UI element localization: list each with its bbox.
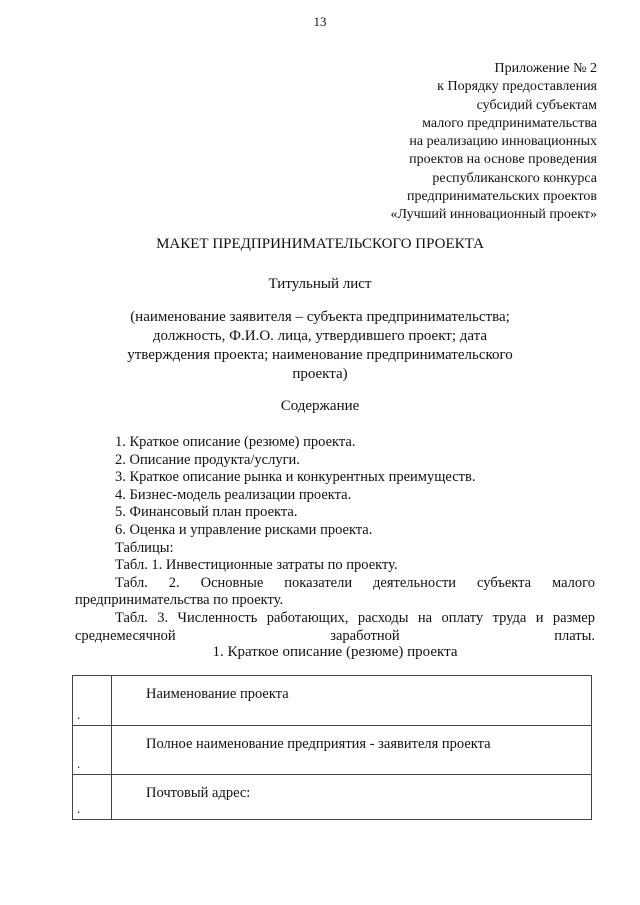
contents-item: 1. Краткое описание (резюме) проекта. — [115, 434, 356, 450]
contents-item: 3. Краткое описание рынка и конкурентных преимуществ. — [115, 469, 476, 486]
title-sheet-instruction — [0, 308, 640, 384]
appendix-line: малого предпринимательства — [422, 115, 597, 131]
row-label-cell: Почтовый адрес: — [112, 775, 592, 820]
appendix-line: к Порядку предоставления — [437, 79, 597, 95]
instruction-line: утверждения проекта; наименование предпринимательского — [127, 347, 513, 363]
instruction-line: (наименование заявителя – субъекта предпринимательства; — [130, 309, 510, 325]
appendix-line: субсидий субъектам — [476, 97, 597, 113]
table-row — [73, 726, 592, 775]
contents-item: 2. Описание продукта/услуги. — [115, 451, 300, 468]
title-sheet-heading: Титульный лист — [268, 276, 372, 292]
appendix-line: «Лучший инновационный проект» — [390, 207, 597, 223]
appendix-header — [390, 60, 597, 225]
document-title: МАКЕТ ПРЕДПРИНИМАТЕЛЬСКОГО ПРОЕКТА — [156, 236, 484, 252]
row-number-cell — [73, 676, 112, 726]
contents-item: 5. Финансовый план проекта. — [115, 504, 298, 521]
project-summary-table — [72, 675, 592, 820]
contents-list — [75, 434, 595, 645]
instruction-line: проекта) — [292, 366, 348, 382]
row-number: . — [77, 707, 81, 722]
contents-item: Табл. 1. Инвестиционные затраты по проекту. — [115, 557, 398, 574]
instruction-line: должность, Ф.И.О. лица, утвердившего проект; дата — [152, 328, 488, 344]
table-row — [73, 775, 592, 820]
appendix-line: предпринимательских проектов — [407, 189, 597, 205]
row-label-cell: Наименование проекта — [112, 676, 592, 726]
page-number: 13 — [313, 14, 327, 29]
contents-heading: Содержание — [280, 398, 360, 414]
contents-item: 4. Бизнес-модель реализации проекта. — [115, 486, 352, 503]
row-number: . — [77, 801, 81, 816]
table-row — [73, 676, 592, 726]
row-number-cell — [73, 726, 112, 775]
table-reference: Табл. 3. Численность работающих, расходы на оплату труда и размер среднемесячной заработной платы. — [75, 609, 595, 644]
row-label-cell: Полное наименование предприятия - заявителя проекта — [112, 726, 592, 775]
appendix-line: проектов на основе проведения — [409, 152, 597, 168]
appendix-line: Приложение № 2 — [494, 61, 597, 76]
row-number-cell — [73, 775, 112, 820]
appendix-line: на реализацию инновационных — [409, 134, 597, 150]
section-heading: 1. Краткое описание (резюме) проекта — [212, 644, 458, 660]
appendix-line: республиканского конкурса — [432, 170, 597, 186]
row-number: . — [77, 756, 81, 771]
table-reference: Табл. 2. Основные показатели деятельности субъекта малого предпринимательства по проекту. — [75, 574, 595, 609]
contents-item: Таблицы: — [115, 539, 174, 556]
contents-item: 6. Оценка и управление рисками проекта. — [115, 521, 373, 538]
